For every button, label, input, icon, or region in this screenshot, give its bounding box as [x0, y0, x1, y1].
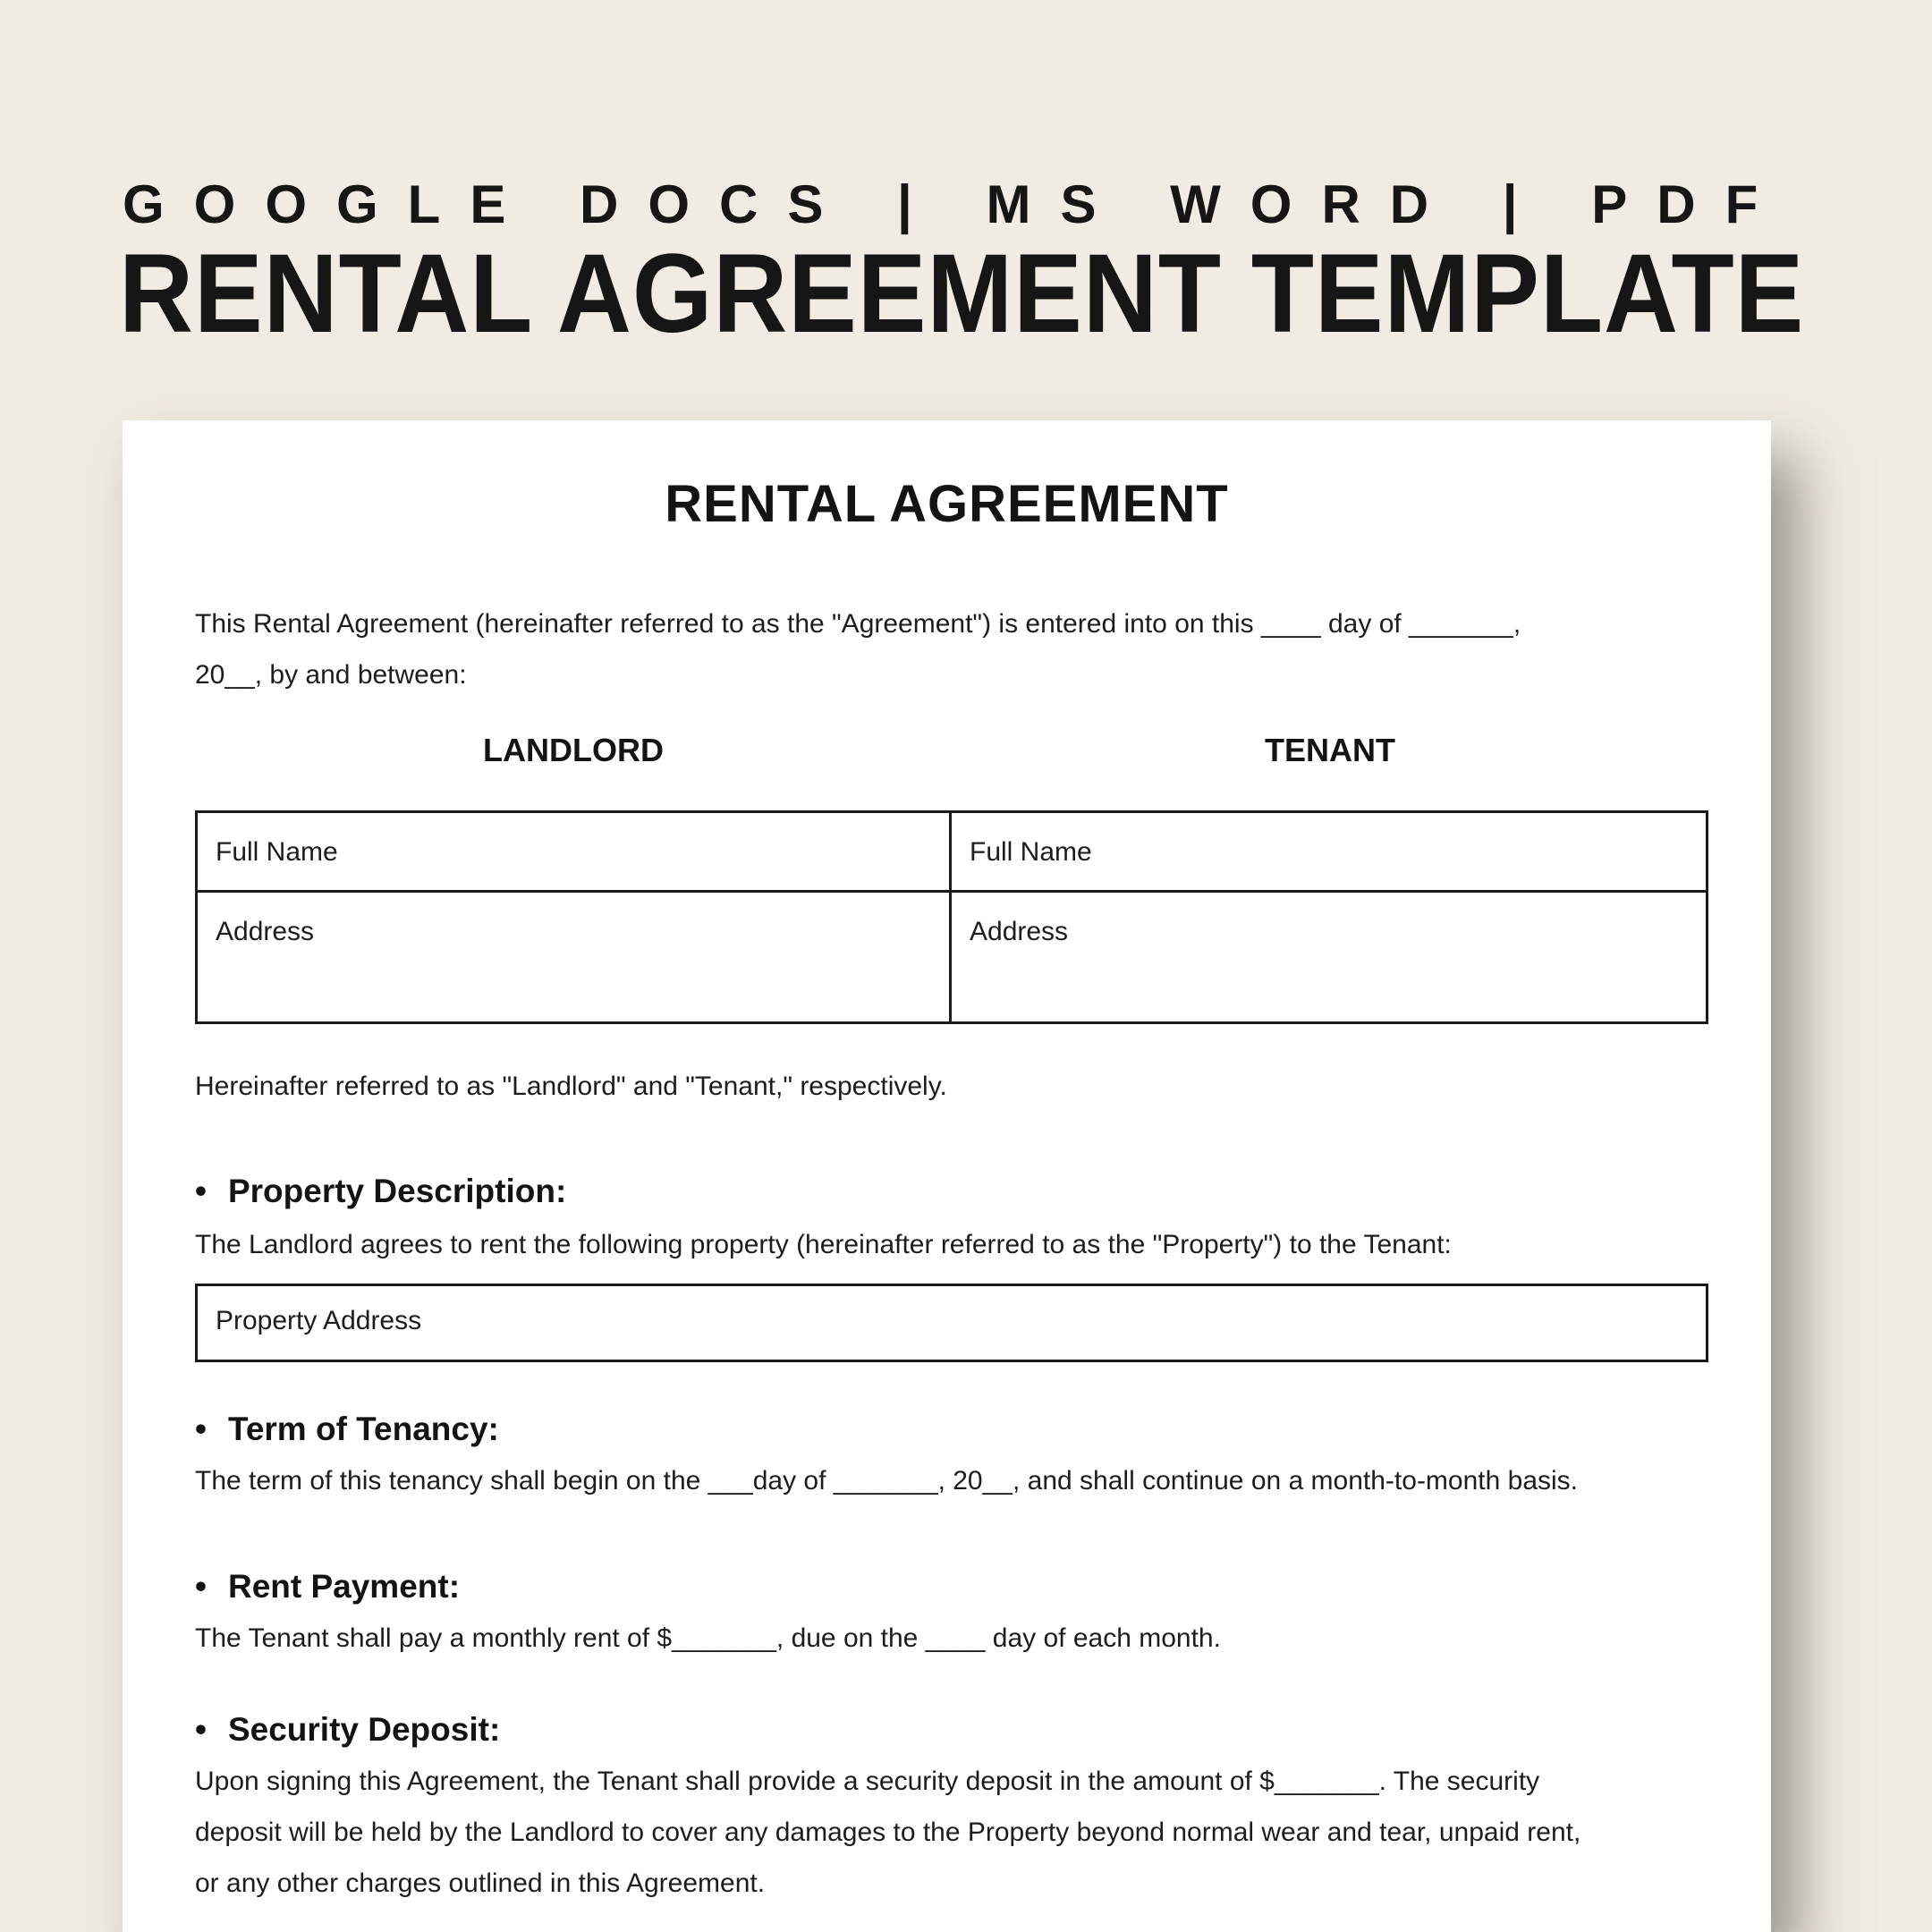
- rent-payment-body: The Tenant shall pay a monthly rent of $_______, due on the ____ day of each month.: [195, 1623, 1221, 1653]
- intro-line-1: This Rental Agreement (hereinafter referred to as the "Agreement") is entered into on this ____ day of _______,: [195, 609, 1521, 639]
- bullet-icon: •: [195, 1711, 207, 1748]
- property-address-label: Property Address: [216, 1306, 422, 1335]
- term-of-tenancy-heading: [195, 1409, 1708, 1450]
- tenant-full-name-cell: Full Name: [952, 813, 1706, 893]
- tenant-address-cell: Address: [970, 917, 1069, 946]
- security-deposit-body: [195, 1756, 1708, 1909]
- intro-line-2: 20__, by and between:: [195, 660, 467, 690]
- party-table: [195, 810, 1708, 1024]
- intro-paragraph: [195, 598, 1708, 700]
- property-description-heading: [195, 1171, 1708, 1212]
- security-deposit-heading: [195, 1709, 1708, 1750]
- bullet-icon: •: [195, 1411, 207, 1447]
- bullet-icon: •: [195, 1568, 207, 1605]
- rent-payment-heading: [195, 1566, 1708, 1607]
- landlord-full-name-cell: Full Name: [198, 813, 952, 893]
- rent-payment-label: Rent Payment:: [227, 1568, 461, 1605]
- poster-subtitle: GOOGLE DOCS | MS WORD | PDF: [123, 174, 1788, 234]
- security-deposit-line-1: Upon signing this Agreement, the Tenant shall provide a security deposit in the amount of $_______. The security: [195, 1767, 1540, 1796]
- hereinafter-line: Hereinafter referred to as "Landlord" and "Tenant," respectively.: [195, 1072, 947, 1101]
- landlord-header: LANDLORD: [483, 732, 664, 768]
- bullet-icon: •: [195, 1173, 207, 1209]
- poster-title: RENTAL AGREEMENT TEMPLATE: [119, 232, 1805, 356]
- security-deposit-line-2: deposit will be held by the Landlord to cover any damages to the Property beyond normal wear and tear, unpaid rent,: [195, 1818, 1581, 1847]
- term-of-tenancy-label: Term of Tenancy:: [227, 1411, 499, 1447]
- term-of-tenancy-body: The term of this tenancy shall begin on the ___day of _______, 20__, and shall continue on a month-to-month basis.: [195, 1466, 1579, 1496]
- landlord-address-cell: Address: [198, 893, 952, 1021]
- property-description-body: The Landlord agrees to rent the following property (hereinafter referred to as the "Property") to the Tenant:: [195, 1230, 1452, 1259]
- tenant-header: TENANT: [1265, 732, 1395, 768]
- property-address-box: [195, 1284, 1708, 1362]
- party-headers: [195, 731, 1708, 770]
- security-deposit-label: Security Deposit:: [227, 1711, 501, 1748]
- document-title: RENTAL AGREEMENT: [665, 475, 1229, 533]
- security-deposit-line-3: or any other charges outlined in this Agreement.: [195, 1868, 766, 1898]
- property-description-label: Property Description:: [227, 1173, 567, 1209]
- document-page: [123, 420, 1771, 1932]
